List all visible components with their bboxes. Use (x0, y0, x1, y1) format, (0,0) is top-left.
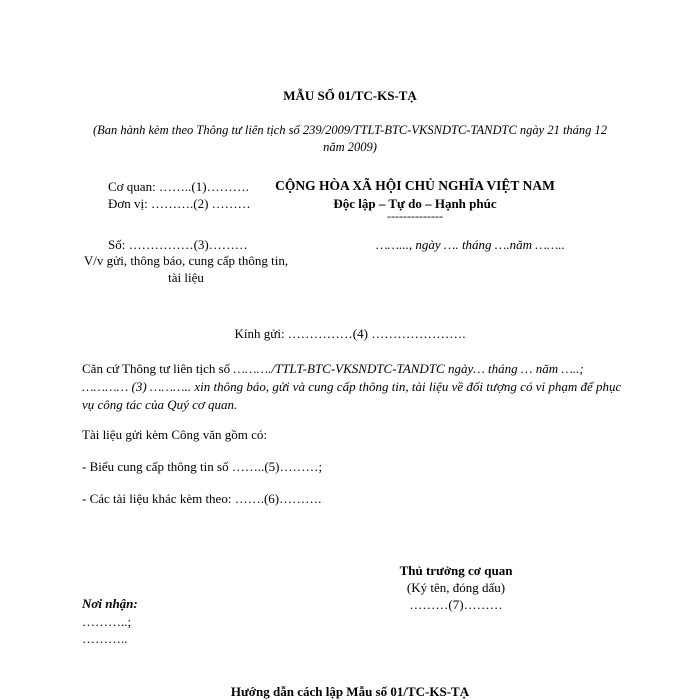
signer-title: Thủ trưởng cơ quan (399, 563, 513, 578)
national-motto: Độc lập – Tự do – Hạnh phúc (333, 196, 497, 211)
recipients-label: Nơi nhận: (82, 596, 138, 611)
guide-title: Hướng dẫn cách lập Mẫu số 01/TC-KS-TẠ (230, 684, 470, 699)
body-paragraph-italic: ………./TTLT-BTC-VKSNDTC-TANDTC ngày… tháng … năm …..; ………… (3) ……….. xin thông báo, gửi và cung cấp thông tin, tài liệu về đối tượng có vi phạm để phục vụ công tác của Quý cơ quan. (82, 361, 622, 412)
country-name: CỘNG HÒA XÃ HỘI CHỦ NGHĨA VIỆT NAM (275, 178, 555, 193)
attachment-item: - Các tài liệu khác kèm theo: …….(6)………. (82, 491, 322, 506)
body-paragraph (82, 360, 622, 414)
signer-note: (Ký tên, đóng dấu) (406, 580, 506, 595)
body-paragraph-lead: Căn cứ Thông tư liên tịch số (82, 361, 234, 376)
unit-line: Đơn vị: ……….(2) ……… (108, 196, 251, 211)
attachments-heading: Tài liệu gửi kèm Công văn gồm có: (82, 427, 268, 442)
signer-name: ………(7)……… (409, 597, 503, 612)
date-line: ……..., ngày …. tháng ….năm …….. (376, 237, 565, 252)
attachment-item: - Biểu cung cấp thông tin số ……..(5)………; (82, 459, 323, 474)
document-subject: V/v gửi, thông báo, cung cấp thông tin, tài liệu (83, 253, 289, 285)
recipient-item: ……….. (82, 631, 128, 646)
motto-divider: -------------- (387, 209, 443, 223)
agency-line: Cơ quan: ……..(1)………. (108, 179, 249, 194)
issuance-note: (Ban hành kèm theo Thông tư liên tịch số 239/2009/TTLT-BTC-VKSNDTC-TANDTC ngày 21 tháng 12 năm 2009) (92, 123, 608, 154)
form-number-title: MẪU SỐ 01/TC-KS-TẠ (283, 88, 417, 103)
recipient-item: ………..; (82, 614, 132, 629)
recipient-line: Kính gửi: ……………(4) …………………. (234, 326, 466, 341)
document-number-line: Số: ……………(3)……… (108, 237, 248, 252)
